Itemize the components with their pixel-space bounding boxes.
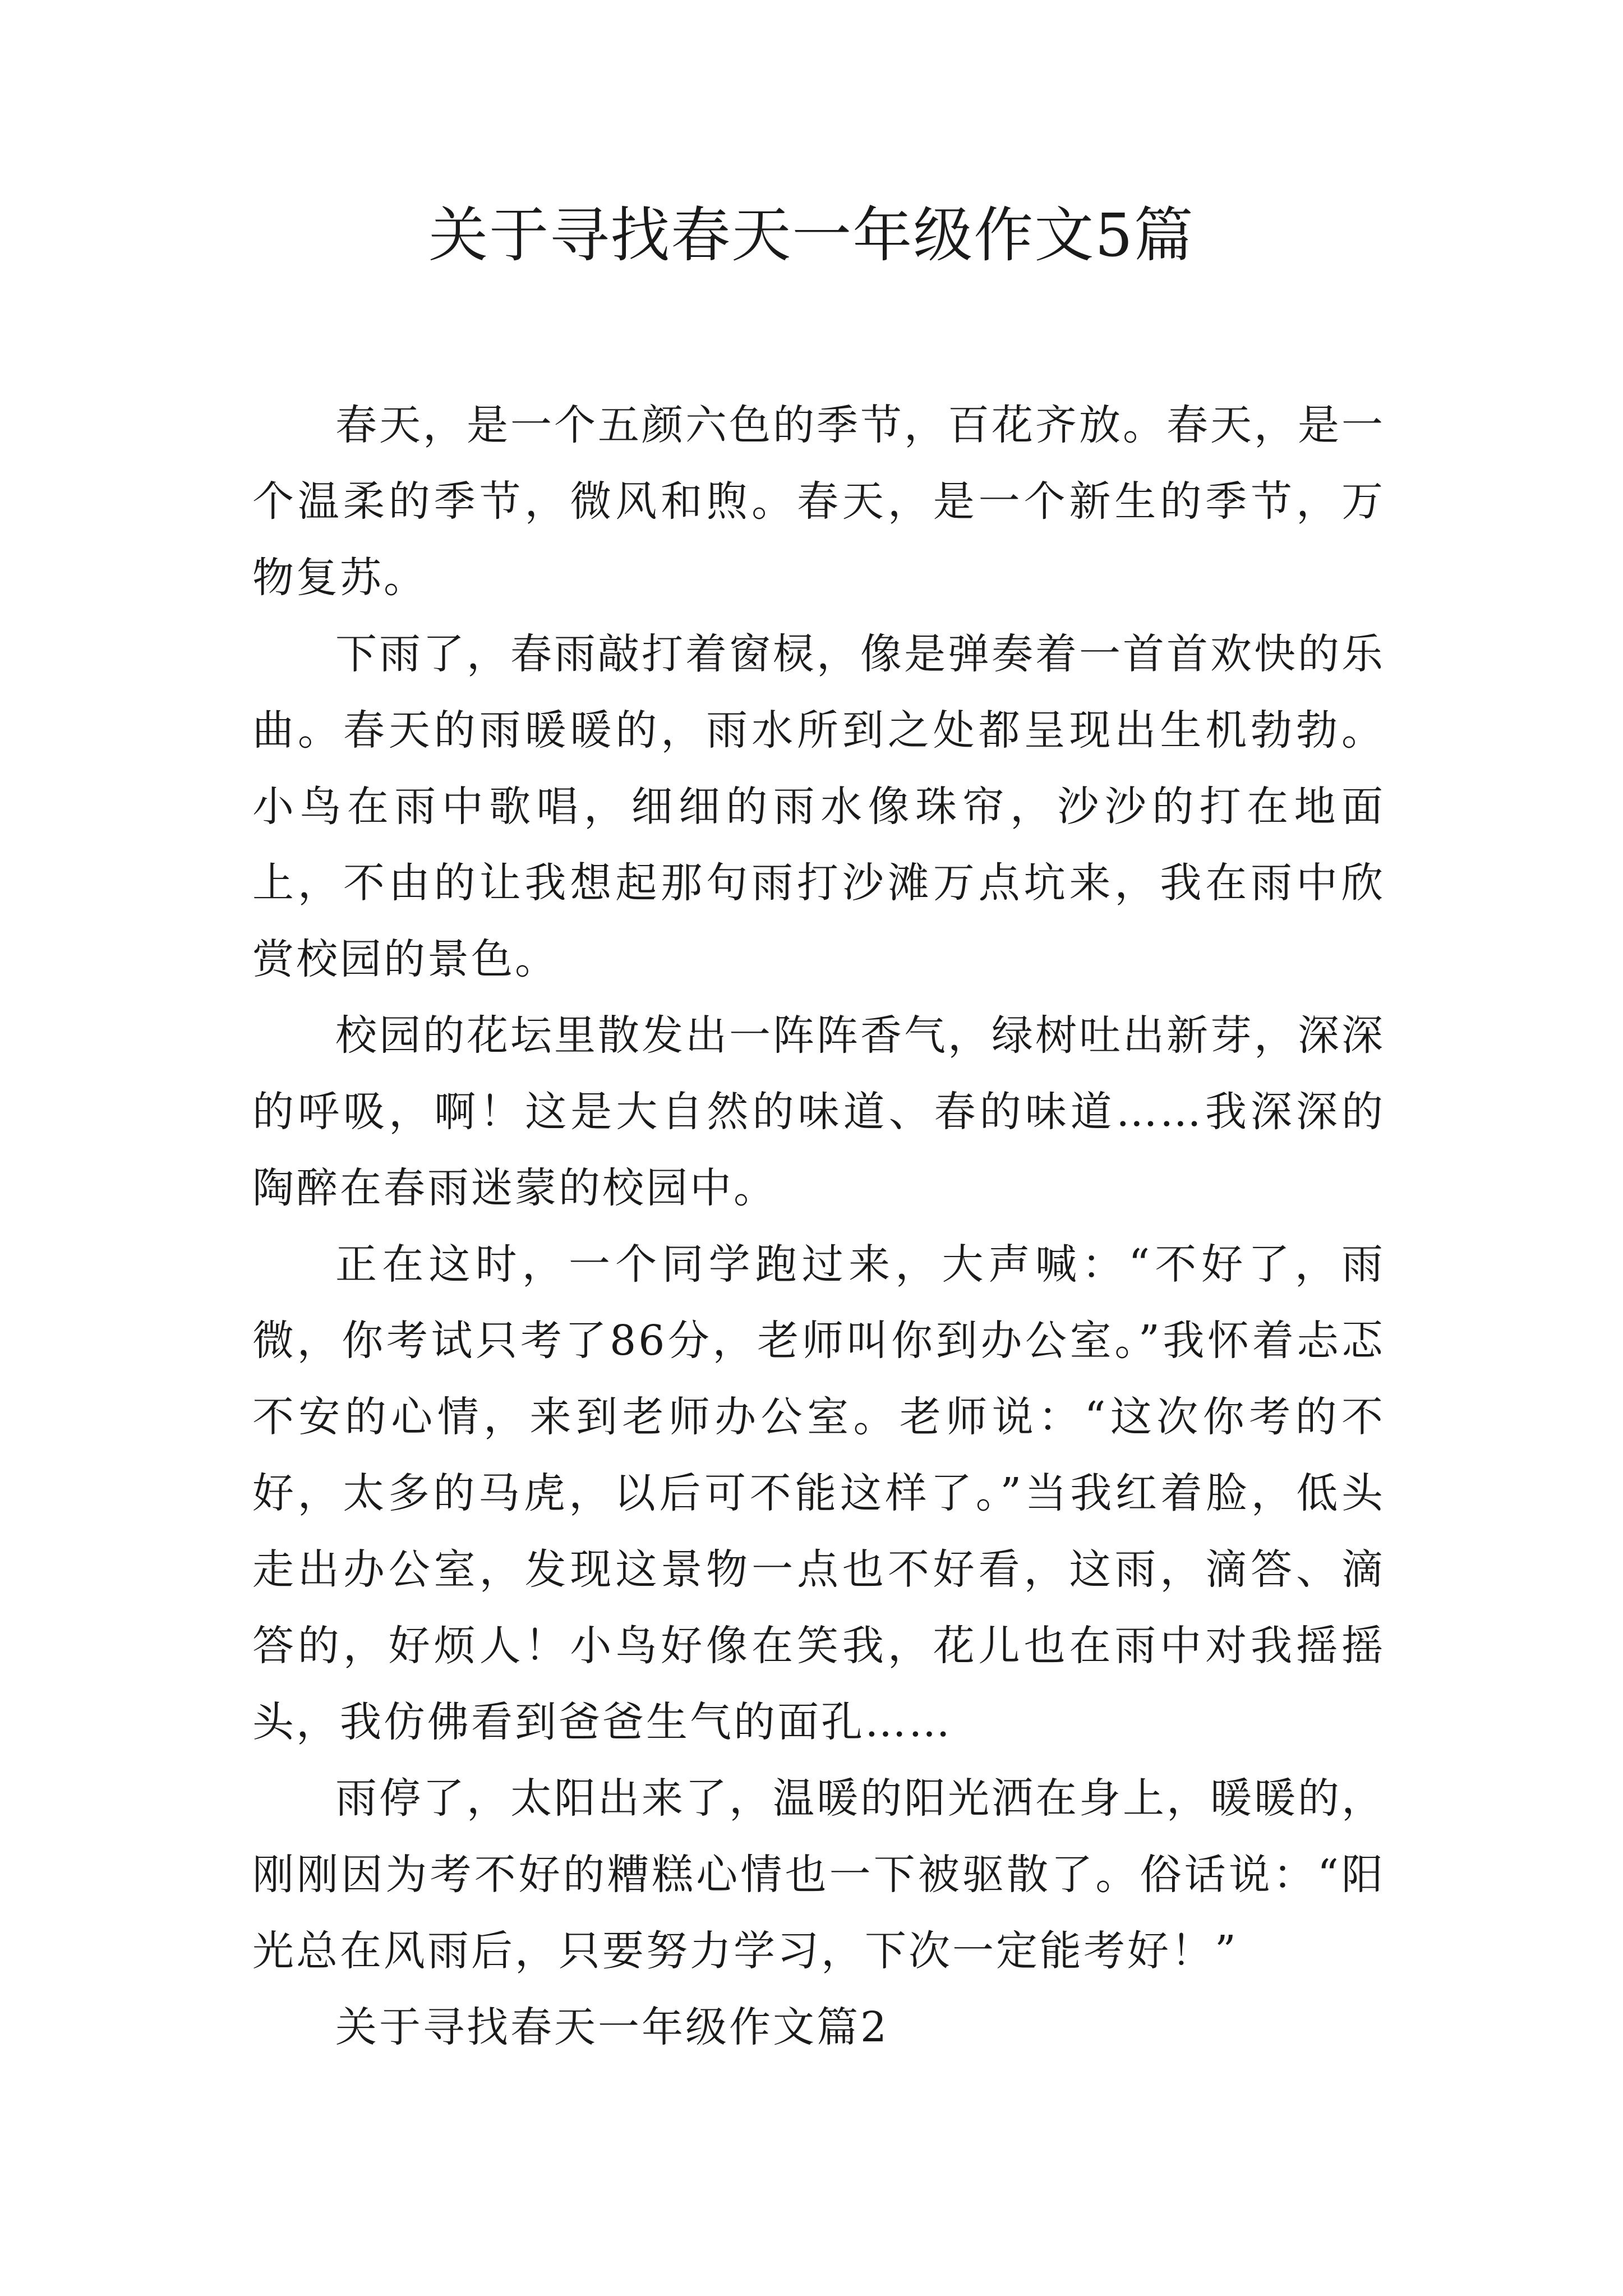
document-title: 关于寻找春天一年级作文5篇 bbox=[428, 201, 1195, 270]
paragraph-exam: 正在这时，一个同学跑过来，大声喊：“不好了，雨微，你考试只考了86分，老师叫你到办公室。”我怀着忐忑不安的心情，来到老师办公室。老师说：“这次你考的不好，太多的马虎，以后可不能这样了。”当我红着脸，低头走出办公室，发现这景物一点也不好看，这雨，滴答、滴答的，好烦人！小鸟好像在笑我，花儿也在雨中对我摇摇头，我仿佛看到爸爸生气的面孔…… bbox=[252, 1240, 1385, 1746]
paragraph-intro: 春天，是一个五颜六色的季节，百花齐放。春天，是一个温柔的季节，微风和煦。春天，是一个新生的季节，万物复苏。 bbox=[252, 401, 1385, 602]
paragraph-sunshine: 雨停了，太阳出来了，温暖的阳光洒在身上，暖暖的，刚刚因为考不好的糟糕心情也一下被驱散了。俗话说：“阳光总在风雨后，只要努力学习，下次一定能考好！” bbox=[252, 1774, 1385, 1975]
section-heading: 关于寻找春天一年级作文篇2 bbox=[335, 2003, 889, 2051]
paragraph-garden: 校园的花坛里散发出一阵阵香气，绿树吐出新芽，深深的呼吸，啊！这是大自然的味道、春的味道……我深深的陶醉在春雨迷蒙的校园中。 bbox=[252, 1011, 1385, 1212]
document-body bbox=[252, 387, 1385, 2065]
paragraph-rain: 下雨了，春雨敲打着窗棂，像是弹奏着一首首欢快的乐曲。春天的雨暖暖的，雨水所到之处都呈现出生机勃勃。小鸟在雨中歌唱，细细的雨水像珠帘，沙沙的打在地面上，不由的让我想起那句雨打沙滩万点坑来，我在雨中欣赏校园的景色。 bbox=[252, 630, 1385, 983]
